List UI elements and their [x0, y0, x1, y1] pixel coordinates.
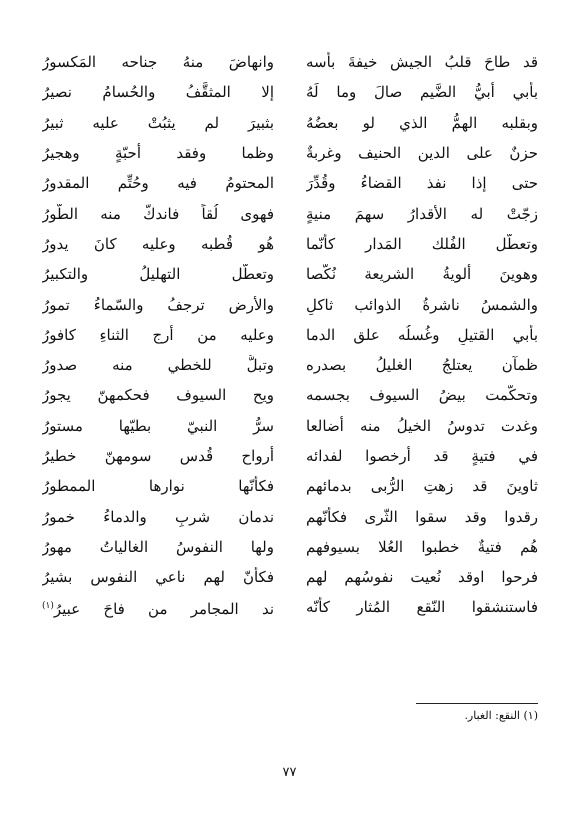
footnote: (١) النقع: الغبار.	[464, 709, 538, 722]
poem-verse	[42, 320, 538, 350]
verse-second-hemistich: وتبلُّ للخطي منه صدورُ	[42, 356, 274, 375]
verse-second-hemistich: فكأنّ لهم ناعي النفوس بشيرُ	[42, 568, 274, 587]
poem-verse	[42, 380, 538, 410]
poem-verse	[42, 138, 538, 168]
verse-second-hemistich: ندمان شربٍ والدماءُ خمورُ	[42, 507, 274, 526]
poem-verse	[42, 259, 538, 289]
verse-first-hemistich: ظمآن يعتلجُ الغليلُ بصدره	[306, 356, 538, 375]
verse-second-hemistich: ند المجامر من فاحَ عبيرُ$^{(١)}$	[42, 599, 274, 618]
verse-first-hemistich: فرحوا اوقد نُعيت نفوسُهم لهم	[306, 568, 538, 587]
verse-first-hemistich: وتعطّل الفُلك المَدار كأنّما	[306, 234, 538, 253]
poem-verse	[42, 562, 538, 592]
verse-second-hemistich: إلا المثقَّفُ والحُسامُ نصيرُ	[42, 83, 274, 102]
verse-second-hemistich: أرواح قُدس سومهنّ خطيرُ	[42, 447, 274, 465]
poem-verse	[42, 350, 538, 380]
poem-verse	[42, 592, 538, 622]
verse-first-hemistich: قد طاحَ قلبُ الجيش خيفةَ بأسه	[306, 53, 538, 72]
verse-second-hemistich: المحتومُ فيه وحُتِّم المقدورُ	[42, 174, 274, 193]
verse-second-hemistich: وظما وفقد أحبّةٍ وهجيرُ	[42, 144, 274, 163]
verse-second-hemistich: فهوى لُقاً فاندكّ منه الطُّورُ	[42, 204, 274, 223]
verse-first-hemistich: والشمسُ ناشرةُ الذوائب ثاكلٍ	[306, 295, 538, 314]
page-number: ٧٧	[282, 765, 297, 780]
footnote-divider	[416, 703, 538, 704]
verse-first-hemistich: فاستنشقوا النّقع المُثار كأنّه	[306, 598, 538, 617]
verse-first-hemistich: وبقلبه الهمُّ الذي لو بعضُهُ	[306, 113, 538, 132]
poem	[42, 47, 538, 623]
verse-second-hemistich: هُو قُطبه وعليه كانَ يدورُ	[42, 234, 274, 253]
verse-second-hemistich: سرُّ النبيّ بطيّها مستورُ	[42, 416, 274, 435]
verse-first-hemistich: وهوينَ ألويةُ الشريعة نُكّصا	[306, 265, 538, 284]
verse-second-hemistich: وعليه من أرج الثناءِ كافورُ	[42, 325, 274, 344]
verse-first-hemistich: بأبي القتيلِ وغُسلُه علق الدما	[306, 325, 538, 344]
verse-second-hemistich: والأرض ترجفُ والسّماءُ تمورُ	[42, 295, 274, 314]
poem-verse	[42, 47, 538, 77]
poem-verse	[42, 108, 538, 138]
verse-second-hemistich: بثبيرَ لم يثبُتْ عليه ثبيرُ	[42, 113, 274, 132]
poem-verse	[42, 168, 538, 198]
poem-verse	[42, 411, 538, 441]
poem-verse	[42, 229, 538, 259]
verse-first-hemistich: وتحكّمت بيضُ السيوف بجسمه	[306, 386, 538, 405]
poem-verse	[42, 532, 538, 562]
poem-verse	[42, 501, 538, 531]
poem-verse	[42, 77, 538, 107]
verse-second-hemistich: فكأنّها نوارها الممطورُ	[42, 477, 274, 496]
verse-first-hemistich: رقدوا وقد سقوا الثّرى فكأنّهم	[306, 507, 538, 526]
footnote-marker: (١)	[42, 600, 54, 611]
verse-first-hemistich: بأبي أبيُّ الضَّيمِ صالَ وما لَهُ	[306, 83, 538, 102]
verse-second-hemistich: وانهاضَ منهُ جناحه المَكسورُ	[42, 53, 274, 72]
verse-first-hemistich: حتى إذا نفذ القضاءُ وقُدِّرَ	[306, 174, 538, 193]
verse-second-hemistich: وتعطّل التهليلُ والتكبيرُ	[42, 265, 274, 284]
poem-verse	[42, 198, 538, 228]
poem-verse	[42, 441, 538, 471]
verse-first-hemistich: حزنٌ على الدين الحنيف وغربةٌ	[306, 144, 538, 163]
verse-first-hemistich: ثاوينَ قد زهتِ الرُّبى بدمائهم	[306, 477, 538, 496]
verse-first-hemistich: زجّتْ له الأقدارُ سهمَ منيةٍ	[306, 204, 538, 223]
poem-verse	[42, 289, 538, 319]
poem-verse	[42, 471, 538, 501]
verse-first-hemistich: في فتيةٍ قد أرخصوا لفدائه	[306, 447, 538, 465]
verse-second-hemistich: ولها النفوسُ الغالياتُ مهورُ	[42, 537, 274, 556]
verse-first-hemistich: هُم فتيةٌ خطبوا العُلا بسيوفهم	[306, 537, 538, 556]
verse-second-hemistich: ويح السيوف فحكمهنّ يجورُ	[42, 386, 274, 405]
verse-first-hemistich: وغدت تدوسُ الخيلُ منه أضالعا	[306, 416, 538, 435]
